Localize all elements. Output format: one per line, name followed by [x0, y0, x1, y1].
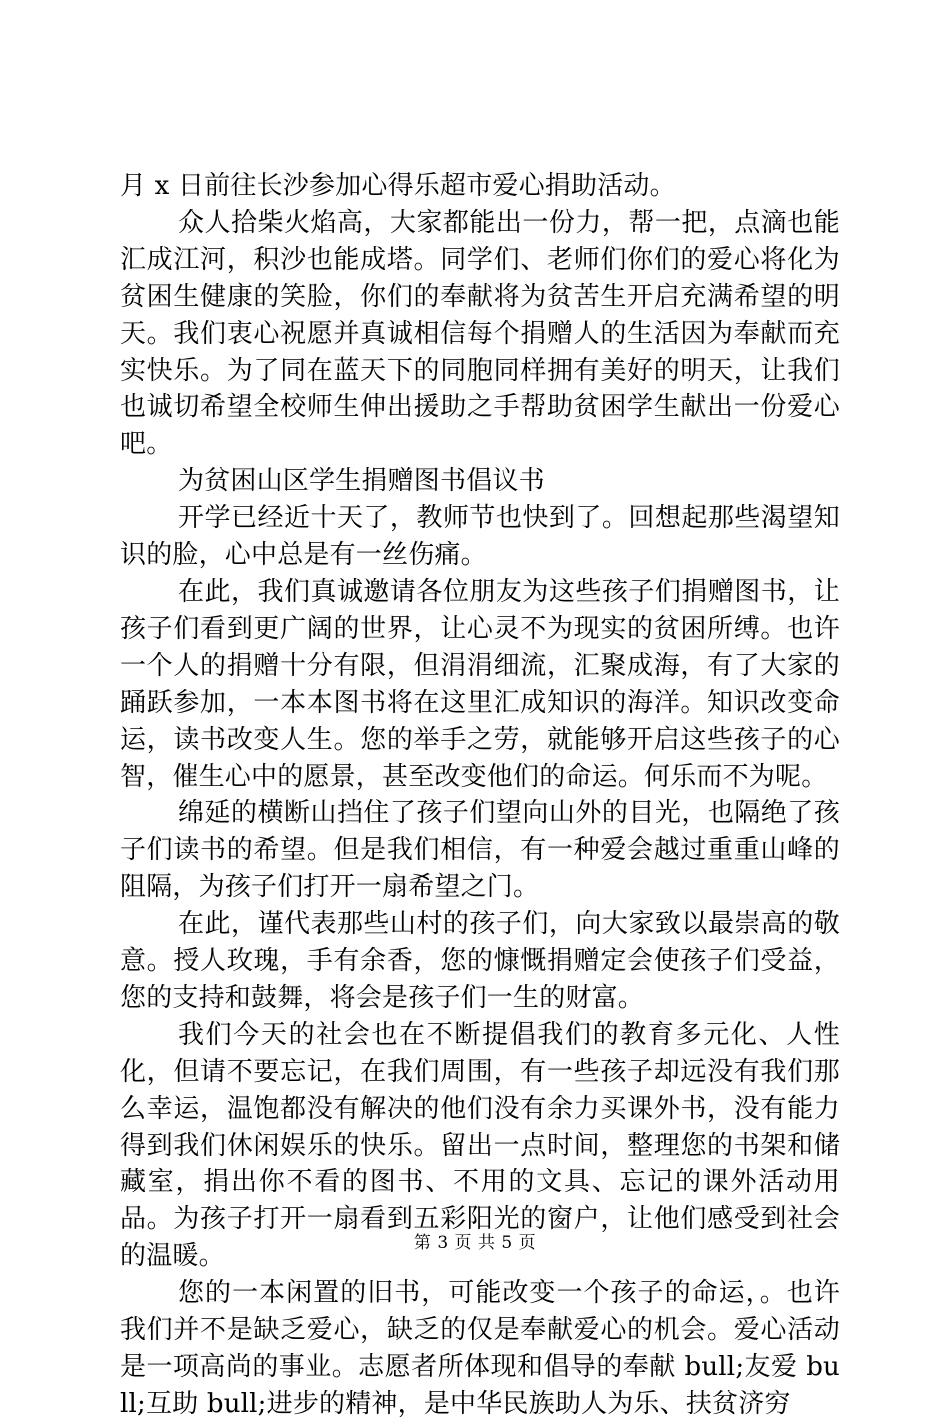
paragraph-gratitude: 在此，谨代表那些山村的孩子们，向大家致以最崇高的敬意。授人玫瑰，手有余香，您的慷慨捐赠定会使孩子们受益，您的支持和鼓舞，将会是孩子们一生的财富。: [120, 909, 840, 1013]
paragraph-intro: 开学已经近十天了，教师节也快到了。回想起那些渴望知识的脸，心中总是有一丝伤痛。: [120, 503, 840, 571]
paragraph-volunteer: 您的一本闲置的旧书，可能改变一个孩子的命运，。也许我们并不是缺乏爱心，缺乏的仅是奉献爱心的机会。爱心活动是一项高尚的事业。志愿者所体现和倡导的奉献 bull;友爱 bull;互助 bull;进步的精神，是中华民族助人为乐、扶贫济穷: [120, 1278, 840, 1419]
paragraph-invitation: 在此，我们真诚邀请各位朋友为这些孩子们捐赠图书，让孩子们看到更广阔的世界，让心灵不为现实的贫困所缚。也许一个人的捐赠十分有限，但涓涓细流，汇聚成海，有了大家的踊跃参加，一本本图书将在这里汇成知识的海洋。知识改变命运，读书改变人生。您的举手之劳，就能够开启这些孩子的心智，催生心中的愿景，甚至改变他们的命运。何乐而不为呢。: [120, 576, 840, 792]
section-title: 为贫困山区学生捐赠图书倡议书: [178, 466, 545, 497]
paragraph-society: 我们今天的社会也在不断提倡我们的教育多元化、人性化，但请不要忘记，在我们周围，有一些孩子却远没有我们那么幸运，温饱都没有解决的他们没有余力买课外书，没有能力得到我们休闲娱乐的快乐。留出一点时间，整理您的书架和储藏室，捐出你不看的图书、不用的文具、忘记的课外活动用品。为孩子打开一扇看到五彩阳光的窗户，让他们感受到社会的温暖。: [120, 1019, 840, 1272]
paragraph-mountains: 绵延的横断山挡住了孩子们望向山外的目光，也隔绝了孩子们读书的希望。但是我们相信，有一种爱会越过重重山峰的阻隔，为孩子们打开一扇希望之门。: [120, 798, 840, 903]
paragraph-continuation: 月 x 日前往长沙参加心得乐超市爱心捐助活动。: [120, 171, 676, 201]
page-number-footer: 第 3 页 共 5 页: [413, 1233, 537, 1253]
paragraph-appeal: 众人拾柴火焰高，大家都能出一份力，帮一把，点滴也能汇成江河，积沙也能成塔。同学们、老师们你们的爱心将化为贫困生健康的笑脸，你们的奉献将为贫苦生开启充满希望的明天。我们衷心祝愿并真诚相信每个捐赠人的生活因为奉献而充实快乐。为了同在蓝天下的同胞同样拥有美好的明天，让我们也诚切希望全校师生伸出援助之手帮助贫困学生献出一份爱心吧。: [120, 207, 840, 460]
